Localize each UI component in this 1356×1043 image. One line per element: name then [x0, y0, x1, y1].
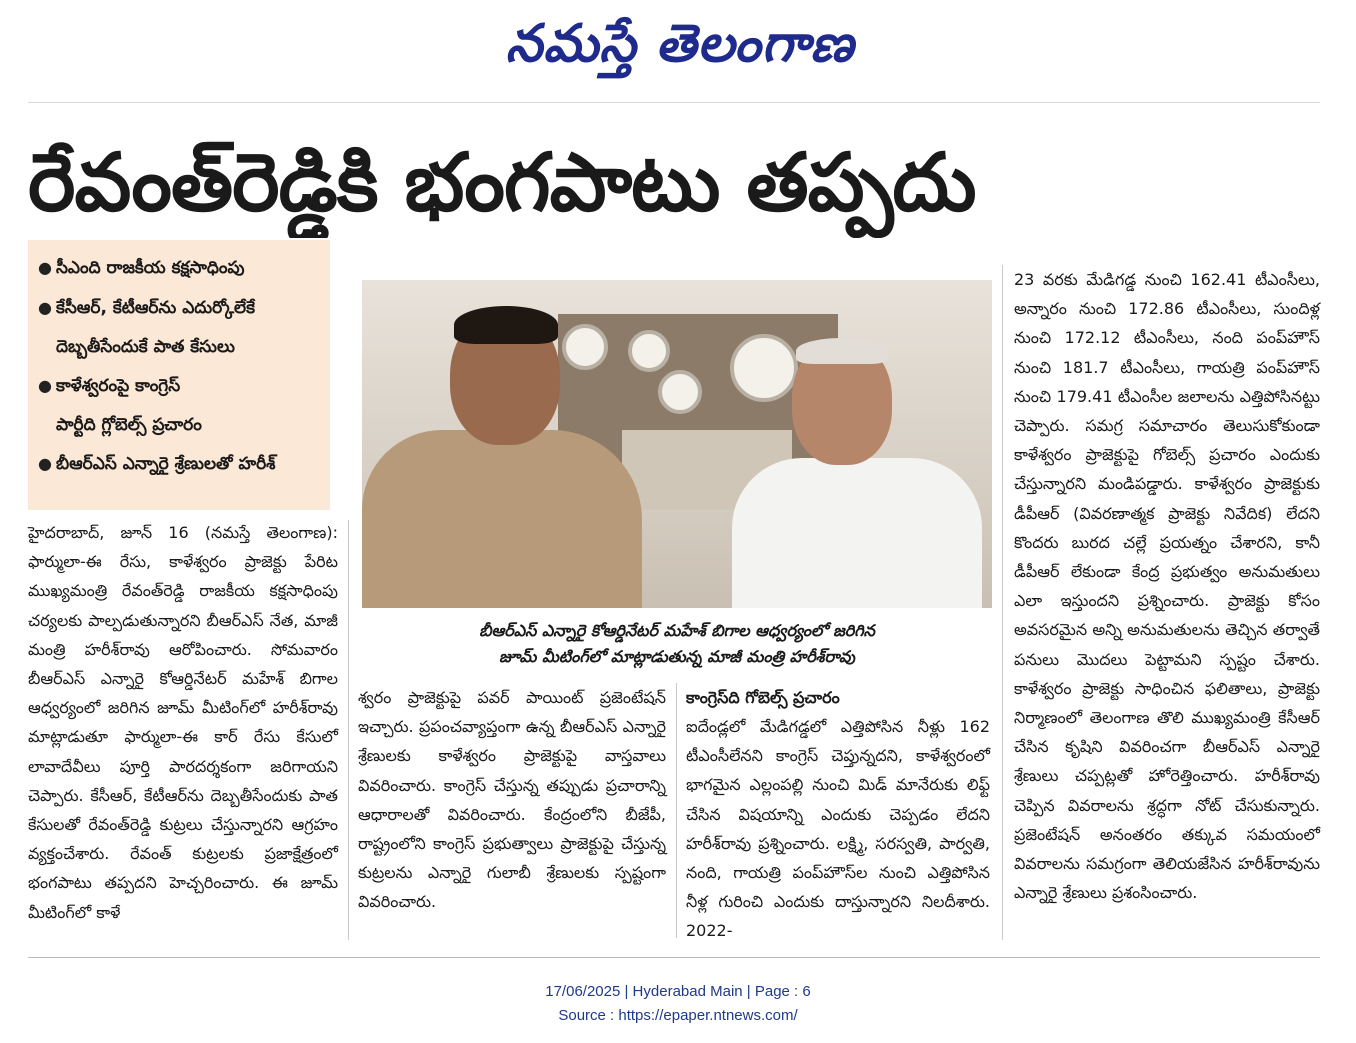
- caption-line: జూమ్ మీటింగ్‌లో మాట్లాడుతున్న మాజీ మంత్రి హరీశ్‌రావు: [499, 647, 855, 666]
- bullet-icon: ●: [38, 298, 52, 317]
- highlight-item: [36, 288, 324, 366]
- caption-line: బీఆర్‌ఎస్ ఎన్నారై కోఆర్డినేటర్ మహేశ్ బిగాల ఆధ్వర్యంలో జరిగిన: [479, 621, 875, 640]
- column-divider: [1002, 265, 1003, 940]
- newspaper-logo: నమస్తే తెలంగాణ: [505, 14, 855, 74]
- top-divider: [28, 102, 1320, 103]
- photo-caption: [362, 618, 992, 674]
- highlight-text: బీఆర్‌ఎస్ ఎన్నారై శ్రేణులతో హరీశ్: [56, 454, 276, 474]
- bullet-icon: ●: [38, 258, 52, 277]
- article-column-1: [28, 518, 338, 927]
- article-column-4: [1014, 265, 1320, 907]
- wall-clock-icon: [658, 370, 702, 414]
- article-column-3: [686, 683, 990, 946]
- highlight-item: [36, 366, 324, 444]
- person-right: [732, 340, 992, 608]
- article-text: 23 వరకు మేడిగడ్డ నుంచి 162.41 టీఎంసీలు, అన్నారం నుంచి 172.86 టీఎంసీలు, సుందిళ్ల నుంచి 172.12 టీఎంసీలు, నంది పంప్‌హౌస్ నుంచి 181.7 టీఎంసీలు, గాయత్రి పంప్‌హౌస్ నుంచి 179.41 టీఎంసీల జలాలను ఎత్తిపోసినట్టు చెప్పారు. సమగ్ర సమాచారం తెలుసుకోకుండా కాళేశ్వరం ప్రాజెక్టుపై గోబెల్స్ ప్రచారం ఎందుకు చేస్తున్నారని మండిపడ్డారు. కాళేశ్వరం ప్రాజెక్టుకు డీపీఆర్ (వివరణాత్మక ప్రాజెక్టు నివేదిక) లేదని కొందరు బురద చల్లే ప్రయత్నం చేశారని, కానీ డీపీఆర్ లేకుండా కేంద్ర ప్రభుత్వం అనుమతులు ఎలా ఇస్తుందని ప్రశ్నించారు. ప్రాజెక్టు కోసం అవసరమైన అన్ని అనుమతులను తెచ్చిన తర్వాతే పనులు మొదలు పెట్టామని స్పష్టం చేశారు. కాళేశ్వరం ప్రాజెక్టు సాధించిన ఫలితాలు, ప్రాజెక్టు నిర్మాణంలో తెలంగాణ తొలి ముఖ్యమంత్రి కేసీఆర్ చేసిన కృషిని వివరించగా బీఆర్‌ఎస్ ఎన్నారై శ్రేణులు చప్పట్లతో హోరెత్తించారు. హరీశ్‌రావు చెప్పిన వివరాలను శ్రద్ధగా నోట్ చేసుకున్నారు. ప్రజెంటేషన్ అనంతరం తక్కువ సమయంలో వివరాలను సమగ్రంగా తెలియజేసిన హరీశ్‌రావును ఎన్నారై శ్రేణులు ప్రశంసించారు.: [1014, 270, 1320, 903]
- masthead: [0, 0, 1356, 92]
- bottom-divider: [28, 957, 1320, 958]
- edition-info: 17/06/2025 | Hyderabad Main | Page : 6: [545, 983, 811, 1000]
- news-photo: [362, 280, 992, 608]
- article-column-2: [358, 683, 666, 917]
- highlight-item: [36, 444, 324, 484]
- article-text: హైదరాబాద్, జూన్ 16 (నమస్తే తెలంగాణ): ఫార్ములా-ఈ రేసు, కాళేశ్వరం ప్రాజెక్టు పేరిట ముఖ్యమంత్రి రేవంత్‌రెడ్డి రాజకీయ కక్షసాధింపు చర్యలకు పాల్పడుతున్నారని బీఆర్‌ఎస్ నేత, మాజీ మంత్రి హరీశ్‌రావు ఆరోపించారు. సోమవారం బీఆర్‌ఎస్ ఎన్నారై కోఆర్డినేటర్ మహేశ్ బిగాల ఆధ్వర్యంలో జరిగిన జూమ్ మీటింగ్‌లో హరీశ్‌రావు మాట్లాడుతూ ఫార్ములా-ఈ కార్ రేసు కేసులో లావాదేవీలు పూర్తి పారదర్శకంగా జరిగాయని చెప్పారు. కేసీఆర్, కేటీఆర్‌ను దెబ్బతీసేందుకు పాత కేసులతో రేవంత్‌రెడ్డి కుట్రలు చేస్తున్నారని ఆగ్రహం వ్యక్తంచేశారు. రేవంత్ కుట్రలకు ప్రజాక్షేత్రంలో భంగపాటు తప్పదని హెచ్చరించారు. ఈ జూమ్ మీటింగ్‌లో కాళే: [28, 523, 338, 922]
- highlights-box: [28, 240, 330, 510]
- article-text: శ్వరం ప్రాజెక్టుపై పవర్ పాయింట్ ప్రజెంటేషన్ ఇచ్చారు. ప్రపంచవ్యాప్తంగా ఉన్న బీఆర్‌ఎస్ ఎన్నారై శ్రేణులకు కాళేశ్వరం ప్రాజెక్టుపై వాస్తవాలు వివరించారు. కాంగ్రెస్ చేస్తున్న తప్పుడు ప్రచారాన్ని ఆధారాలతో వివరించారు. కేంద్రంలోని బీజేపీ, రాష్ట్రంలోని కాంగ్రెస్ ప్రభుత్వాలు ప్రాజెక్టుపై చేస్తున్న కుట్రలను ఎన్నారై గులాబీ శ్రేణులకు స్పష్టంగా వివరించారు.: [358, 688, 666, 912]
- bullet-icon: ●: [38, 376, 52, 395]
- bullet-icon: ●: [38, 454, 52, 473]
- source-link[interactable]: Source : https://epaper.ntnews.com/: [558, 1007, 798, 1024]
- highlight-text: కేసీఆర్, కేటీఆర్‌ను ఎదుర్కోలేకే: [56, 298, 255, 318]
- highlight-subtext: పార్టీది గ్లోబెల్స్ ప్రచారం: [56, 415, 202, 435]
- article-text: ఐదేండ్లలో మేడిగడ్డలో ఎత్తిపోసిన నీళ్లు 162 టీఎంసీలేనని కాంగ్రెస్ చెప్తున్నదని, కాళేశ్వరంలో భాగమైన ఎల్లంపల్లి నుంచి మిడ్ మానేరుకు లిఫ్ట్ చేసిన విషయాన్ని ఎందుకు చెప్పడం లేదని హరీశ్‌రావు ప్రశ్నించారు. లక్ష్మి, సరస్వతి, పార్వతి, నంది, గాయత్రి పంప్‌హౌస్‌ల నుంచి ఎత్తిపోసిన నీళ్ల గురించి ఎందుకు దాస్తున్నారని నిలదీశారు. 2022-: [686, 717, 990, 941]
- highlight-subtext: దెబ్బతీసేందుకే పాత కేసులు: [56, 337, 235, 357]
- section-subheading: కాంగ్రెస్‌ది గోబెల్స్ ప్రచారం: [686, 688, 840, 707]
- highlight-text: సీఎంది రాజకీయ కక్షసాధింపు: [56, 258, 245, 278]
- article-headline: రేవంత్‌రెడ్డికి భంగపాటు తప్పదు: [28, 136, 976, 229]
- column-divider: [348, 520, 349, 940]
- person-left: [362, 310, 662, 608]
- highlight-text: కాళేశ్వరంపై కాంగ్రెస్: [56, 376, 181, 396]
- highlight-item: [36, 248, 324, 288]
- column-divider: [676, 683, 677, 938]
- page-footer: [0, 980, 1356, 1028]
